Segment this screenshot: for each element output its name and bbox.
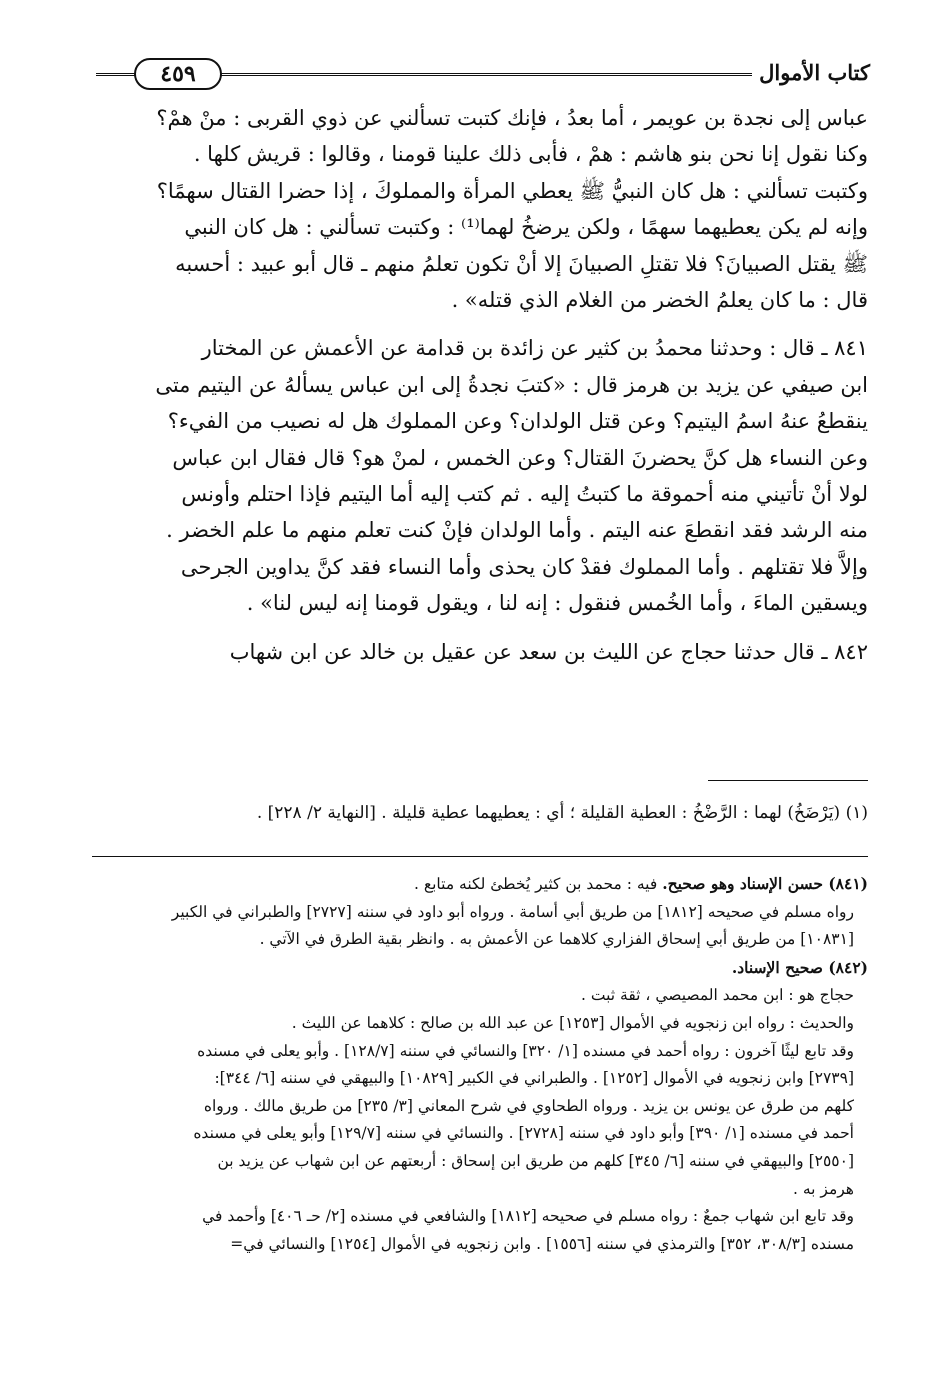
grade-841: (٨٤١) حسن الإسناد وهو صحيح.	[662, 874, 868, 893]
text-line: ينقطعُ عنهُ اسمُ اليتيم؟ وعن قتل الولدان؟ وعن المملوك هل له نصيب من الفيء؟	[167, 409, 868, 434]
footnote-separator	[708, 780, 868, 781]
note-line: وقد تابع ابن شهاب جمعٌ : رواه مسلم في صحيحه [١٨١٢] والشافعي في مسنده [٢/ حـ ٤٠٦] وأحمد في	[202, 1207, 854, 1226]
paragraph-gap	[92, 622, 868, 634]
note-line: كلهم من طرق عن يونس بن يزيد . ورواه الطحاوي في شرح المعاني [٣/ ٢٣٥] من طريق مالك . ورواه	[203, 1096, 854, 1115]
text-line: لولا أنْ تأتيني منه أحموقة ما كتبتُ إليه . ثم كتب إليه أما اليتيم فإذا احتلم وأونس	[181, 482, 868, 507]
note-line: هرمز به .	[793, 1179, 854, 1198]
main-text	[92, 100, 868, 670]
note-line: رواه مسلم في صحيحه [١٨١٢] من طريق أبي أسامة . ورواه أبو داود في سننه [٢٧٢٧] والطبراني في الكبير	[171, 902, 854, 921]
paragraph-gap	[92, 318, 868, 330]
text-line: وكتبت تسألني : هل كان النبيُّ ﷺ يعطي المرأة والمملوكَ ، إذا حضرا القتال سهمًا؟	[156, 178, 868, 203]
tahqiq-notes	[92, 870, 868, 1258]
text-line: ابن صيفي عن يزيد بن هرمز قال : «كتبَ نجدةُ إلى ابن عباس يسألهُ عن اليتيم متى	[155, 372, 868, 397]
note-line: والحديث : رواه ابن زنجويه في الأموال [١٢٥٣] عن عبد الله بن صالح : كلاهما عن الليث .	[291, 1013, 854, 1032]
text-line: وكنا نقول إنا نحن بنو هاشم : همْ ، فأبى ذلك علينا قومنا ، وقالوا : قريش كلها .	[193, 142, 868, 167]
note-heading-842	[92, 954, 868, 983]
book-title: كتاب الأموال	[759, 60, 870, 85]
paragraph-841	[92, 330, 868, 621]
grade-842: (٨٤٢) صحيح الإسناد.	[731, 957, 868, 977]
note-line: حجاج هو : ابن محمد المصيصي ، ثقة ثبت .	[581, 986, 854, 1005]
paragraph-842	[92, 634, 868, 670]
text-line: ويسقين الماءَ ، وأما الخُمس فنقول : إنه لنا ، ويقول قومنا إنه ليس لنا» .	[246, 591, 868, 616]
page-number: ٤٥٩	[134, 58, 222, 90]
text-line: عباس إلى نجدة بن عويمر ، أما بعدُ ، فإنك كتبت تسألني عن ذوي القربى : منْ همْ؟	[156, 106, 868, 130]
text-line: ٨٤٢ ـ قال حدثنا حجاج عن الليث بن سعد عن عقيل بن خالد عن ابن شهاب	[229, 639, 868, 664]
note-line: [١٠٨٣١] من طريق أبي إسحاق الفزاري كلاهما عن الأعمش به . وانظر بقية الطرق في الآتي .	[259, 930, 854, 949]
text-line: ﷺ يقتل الصبيانَ؟ فلا تقتلِ الصبيانَ إلا أنْ تكون تعلمُ منهم ـ قال أبو عبيد : أحسبه	[175, 251, 868, 276]
grade-841-comment: فيه : محمد بن كثير يُخطئ لكنه متابع .	[414, 875, 663, 893]
tahqiq-separator	[92, 856, 868, 857]
note-line: أحمد في مسنده [١/ ٣٩٠] وأبو داود في سننه [٢٧٢٨] . والنسائي في سننه [١٢٩/٧] وأبو يعلى في مسنده	[193, 1124, 854, 1143]
text-line: قال : ما كان يعلمُ الخضر من الغلام الذي قتله» .	[451, 288, 868, 313]
note-line: وقد تابع ليثًا آخرون : رواه أحمد في مسنده [١/ ٣٢٠] والنسائي في سننه [١٢٨/٧] . وأبو يعلى في مسنده	[197, 1041, 854, 1060]
text-line: وعن النساء هل كنَّ يحضرنَ القتال؟ وعن الخمس ، لمنْ هو؟ قال فقال ابن عباس	[172, 445, 868, 470]
text-line: وإلاَّ فلا تقتلهم . وأما المملوك فقدْ كان يحذى وأما النساء فقد كنَّ يداوين الجرحى	[180, 554, 868, 579]
text-line: ٨٤١ ـ قال : وحدثنا محمدُ بن كثير عن زائدة بن قدامة عن الأعمش عن المختار	[201, 336, 868, 361]
note-heading-841	[92, 870, 868, 899]
text-line: وإنه لم يكن يعطيهما سهمًا ، ولكن يرضخُ لهما⁽¹⁾ : وكتبت تسألني : هل كان النبي	[184, 215, 868, 240]
note-line: مسنده [٣٠٨/٣، ٣٥٢] والترمذي في سننه [١٥٥٦] . وابن زنجويه في الأموال [١٢٥٤] والنسائي في=	[230, 1234, 854, 1253]
paragraph-1	[92, 100, 868, 318]
note-line: [٢٧٣٩] وابن زنجويه في الأموال [١٢٥٢] . والطبراني في الكبير [١٠٨٢٩] والبيهقي في سننه [٦/ ٣٤٤]:	[214, 1069, 854, 1088]
text-line: منه الرشد فقد انقطعَ عنه اليتم . وأما الولدان فإنْ كنت تعلم منهم ما علم الخضر .	[166, 518, 868, 543]
page-header	[96, 58, 870, 92]
footnote-1: (١) (يَرْضَخُ) لهما : الرَّضْخُ : العطية القليلة ؛ أي : يعطيهما عطية قليلة . [النهاية ٢/ ٢٢٨] .	[256, 803, 868, 823]
note-line: [٢٥٥٠] والبيهقي في سننه [٦/ ٣٤٥] كلهم من طريق ابن إسحاق : أربعتهم عن ابن شهاب عن يزيد بن	[217, 1151, 854, 1170]
